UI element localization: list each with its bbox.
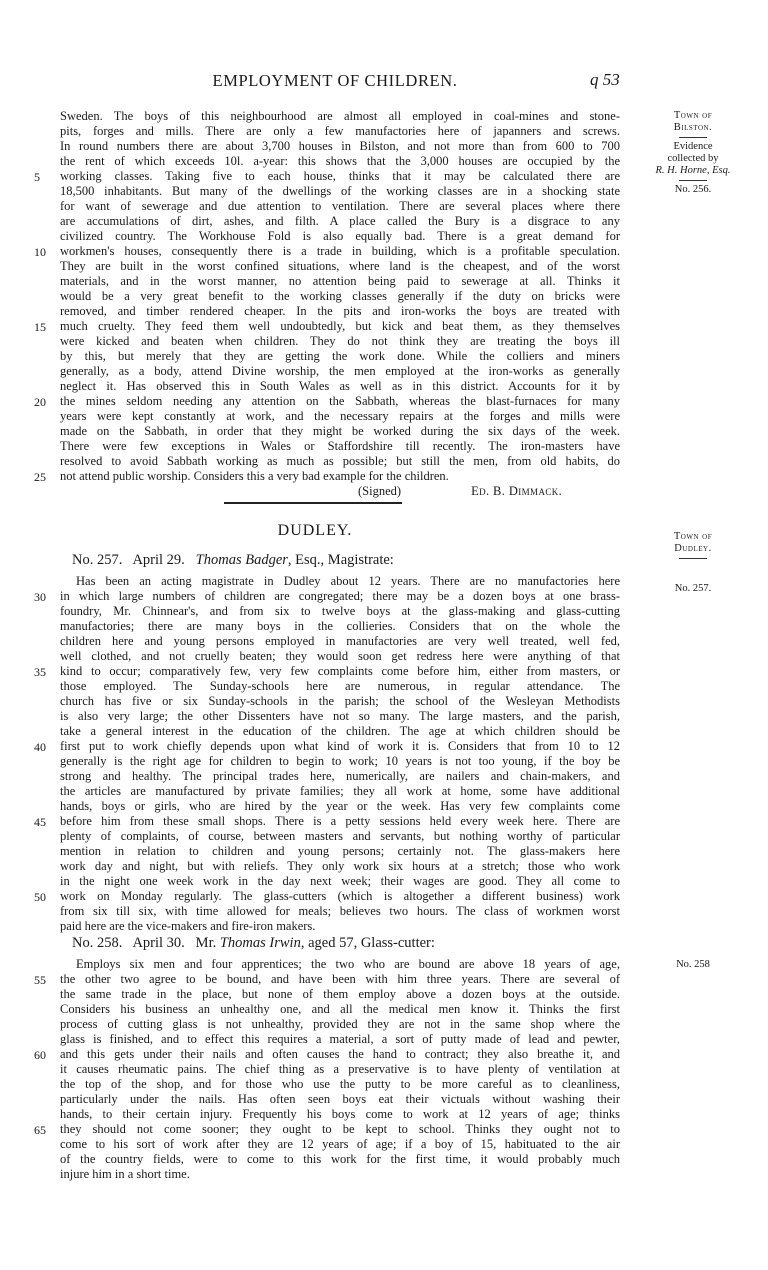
witness-title: , Esq., Magistrate:	[287, 552, 394, 568]
text-line: by this, but merely that they are getting the work done. While the colliers and miners	[60, 349, 620, 363]
text-line: were kicked and beaten when children. They do not think they are treating the boys ill	[60, 334, 620, 348]
margin-collector: R. H. Horne, Esq.	[655, 165, 731, 176]
text-line: strong and healthy. The principal trades here, numerically, are nailers and chain-makers, and	[60, 769, 620, 783]
text-line: hands, boys or girls, who are hired by the year or the week. Has very few complaints come	[60, 799, 620, 813]
witness-title: , aged 57, Glass-cutter:	[300, 935, 435, 951]
text-line: neglect it. Has observed this in South Wales as well as in this district. Accounts for it by	[60, 379, 620, 393]
signature-line	[60, 484, 620, 499]
margin-rule	[679, 180, 707, 181]
text-line: injure him in a short time.	[60, 1167, 190, 1181]
running-title: EMPLOYMENT OF CHILDREN.	[212, 71, 458, 90]
entry-number: No. 258.	[72, 935, 123, 951]
text-line: glass is finished, and to effect this requires a material, a sort of putty made of lead and pewter,	[60, 1032, 620, 1046]
margin-entry-number-257: No. 257.	[674, 583, 712, 594]
text-line: 18,500 inhabitants. But many of the dwellings of the working classes are in a shocking state	[60, 184, 620, 198]
line-number: 5	[34, 170, 40, 184]
line-number: 10	[34, 245, 46, 259]
text-line: made on the Sabbath, in order that they might be worked during the six days of the week.	[60, 424, 620, 438]
text-line: children here and young persons employed in manufactories are very well treated, well fed,	[60, 634, 620, 648]
text-line: from six till six, with time allowed for meals; believes two hours. The class of workmen worst	[60, 904, 620, 918]
margin-town-name: Bilston.	[673, 122, 713, 133]
margin-note-dudley	[628, 531, 758, 562]
text-line: and this gets under their nails and often causes the hand to contract; they also breathe it, and	[60, 1047, 620, 1061]
text-line: church has five or six Sunday-schools in the parish; the school of the Wesleyan Methodists	[60, 694, 620, 708]
text-line: work day and night, but with reliefs. They only work six hours at a stretch; those who work	[60, 859, 620, 873]
text-line: manufactories; there are many boys in the collieries. Considers that on the whole the	[60, 619, 620, 633]
text-line: Sweden. The boys of this neighbourhood are almost all employed in coal-mines and stone-	[60, 109, 620, 123]
text-line: kind to occur; comparatively few, very few complaints come before him, either from masters, or	[60, 664, 620, 678]
witness-name: Thomas Badger	[195, 552, 288, 568]
text-line: workmen's houses, consequently there is a trade in building, which is a profitable speculation.	[60, 244, 620, 258]
text-line: they should not come sooner; they ought to be kept to school. Thinks they ought not to	[60, 1122, 620, 1136]
line-number: 45	[34, 815, 46, 829]
text-line: in the night one week work in the day next week; their wages are good. They all come to	[60, 874, 620, 888]
margin-entry-number: No. 256.	[674, 184, 712, 195]
line-number: 15	[34, 320, 46, 334]
text-line: There were few exceptions in Wales or Staffordshire till recently. The iron-masters have	[60, 439, 620, 453]
signed-label: (Signed)	[358, 484, 402, 498]
text-line: come to his sort of work after they are 12 years of age; if a boy of 15, habituated to the air	[60, 1137, 620, 1151]
text-line: would be a very great benefit to the working classes generally if the duty on bricks were	[60, 289, 620, 303]
text-line: the articles are manufactured by private families; they all work at home, some have additional	[60, 784, 620, 798]
text-line: take a general interest in the education of the children. The age at which children should be	[60, 724, 620, 738]
text-line: civilized country. The Workhouse Fold is also equally bad. There is a great demand for	[60, 229, 620, 243]
text-line: In round numbers there are about 3,700 houses in Bilston, and not more than from 600 to 700	[60, 139, 620, 153]
text-line: process of cutting glass is not unhealthy, provided they are not in the same shop where the	[60, 1017, 620, 1031]
text-line: the top of the shop, and for those who use the putty to be more careful as to cleanliness,	[60, 1077, 620, 1091]
margin-evidence: Evidence	[673, 141, 713, 152]
section-heading-dudley: DUDLEY.	[277, 522, 353, 539]
witness-name: Thomas Irwin	[219, 935, 301, 951]
line-number: 35	[34, 665, 46, 679]
text-line: generally is the right age for children to begin to work; 10 years is not too young, if the boy be	[60, 754, 620, 768]
entry-heading-258	[72, 935, 435, 952]
text-line: pits, forges and mills. There are only a few manufactories here of japanners and screws.	[60, 124, 620, 138]
text-line: Employs six men and four apprentices; the two who are bound are above 18 years of age,	[76, 957, 620, 971]
margin-town-label: Town of	[673, 531, 713, 542]
entry-heading-257	[72, 552, 394, 569]
margin-rule	[679, 137, 707, 138]
line-number: 40	[34, 740, 46, 754]
line-number: 25	[34, 470, 46, 484]
signatory-name: Ed. B. Dimmack.	[471, 484, 563, 498]
margin-rule	[679, 558, 707, 559]
text-line: foundry, Mr. Chinnear's, and from six to twelve boys at the glass-making and glass-cutting	[60, 604, 620, 618]
line-number: 20	[34, 395, 46, 409]
text-line: They are built in the worst confined situations, where land is the cheapest, and of the worst	[60, 259, 620, 273]
text-line: removed, and timber rendered cheaper. In the pits and iron-works the boys are treated with	[60, 304, 620, 318]
text-line: the rent of which exceeds 10l. a-year: this shows that the 3,000 houses are occupied by the	[60, 154, 620, 168]
margin-note-bilston	[628, 110, 758, 196]
text-line: the mines seldom needing any attention on the Sabbath, whereas the blast-furnaces for many	[60, 394, 620, 408]
text-line: first put to work chiefly depends upon what kind of work it is. Considers that from 10 to 12	[60, 739, 620, 753]
text-line: working classes. Taking five to each house, thinks that it may be calculated there are	[60, 169, 620, 183]
entry-257-testimony	[60, 574, 620, 934]
text-line: work on Monday regularly. The glass-cutters (which is altogether a different business) work	[60, 889, 620, 903]
text-line: generally, as a body, attend Divine worship, the men employed at the iron-works as generally	[60, 364, 620, 378]
section-divider	[224, 502, 402, 504]
text-line: hands, to their certain injury. Frequently his boys come to work at 12 years of age; thinks	[60, 1107, 620, 1121]
text-line: of the country fields, were to come to this work for the first time, it would probably much	[60, 1152, 620, 1166]
text-line: particularly under the nails. Has often seen boys eat their victuals without washing their	[60, 1092, 620, 1106]
margin-entry-number-258: No. 258	[676, 959, 710, 970]
margin-collected-by: collected by	[667, 153, 719, 164]
line-number: 65	[34, 1123, 46, 1137]
text-line: not attend public worship. Considers this a very bad example for the children.	[60, 469, 449, 483]
text-line: those employed. The Sunday-schools here are numerous, in regular attendance. The	[60, 679, 620, 693]
text-line: is also very large; the other Dissenters have not so many. The large masters, and the parish,	[60, 709, 620, 723]
text-line: it causes rheumatic pains. The chief thing as a preservative is to have plenty of ventilation at	[60, 1062, 620, 1076]
text-line: plenty of complaints, of course, between masters and servants, but nothing worthy of particular	[60, 829, 620, 843]
text-line: materials, and in the worst manner, no attention being paid to sewerage at all. Thinks it	[60, 274, 620, 288]
line-number: 50	[34, 890, 46, 904]
text-line: in which large numbers of children are congregated; there may be a dozen boys at one brass-	[60, 589, 620, 603]
entry-date: April 29.	[132, 552, 185, 568]
entry-date: April 30.	[132, 935, 185, 951]
entry-258-testimony	[60, 957, 620, 1182]
bilston-testimony	[60, 109, 620, 499]
margin-town-label: Town of	[673, 110, 713, 121]
margin-town-name: Dudley.	[674, 543, 712, 554]
line-number: 60	[34, 1048, 46, 1062]
text-line: for want of sewerage and due attention to ventilation. There are several places where there	[60, 199, 620, 213]
line-number: 55	[34, 973, 46, 987]
text-line: paid here are the vice-makers and fire-iron makers.	[60, 919, 316, 933]
text-line: resolved to avoid Sabbath working as much as possible; but still the men, from old habits, do	[60, 454, 620, 468]
text-line: well clothed, and not cruelly beaten; they would soon get redress here were anything of that	[60, 649, 620, 663]
text-line: years were kept constantly at work, and the necessary repairs at the forges and mills were	[60, 409, 620, 423]
text-line: much cruelty. They feed them well undoubtedly, but kick and beat them, as they themselves	[60, 319, 620, 333]
entry-number: No. 257.	[72, 552, 123, 568]
text-line: mention in relation to children and young persons; certainly not. The glass-makers here	[60, 844, 620, 858]
text-line: the other two agree to be bound, and have been with him three years. There are several of	[60, 972, 620, 986]
text-line: are accumulations of dirt, ashes, and filth. A place called the Bury is a disgrace to any	[60, 214, 620, 228]
line-number: 30	[34, 590, 46, 604]
page-number: q 53	[590, 70, 620, 89]
text-line: Has been an acting magistrate in Dudley about 12 years. There are no manufactories here	[76, 574, 620, 588]
text-line: before him from these small shops. There is a petty sessions held every week here. There are	[60, 814, 620, 828]
text-line: Considers his business an unhealthy one, and all the medical men know it. Thinks the first	[60, 1002, 620, 1016]
witness-prefix: Mr.	[195, 935, 217, 951]
text-line: the same trade in the place, but none of them employ above a dozen boys at the outside.	[60, 987, 620, 1001]
